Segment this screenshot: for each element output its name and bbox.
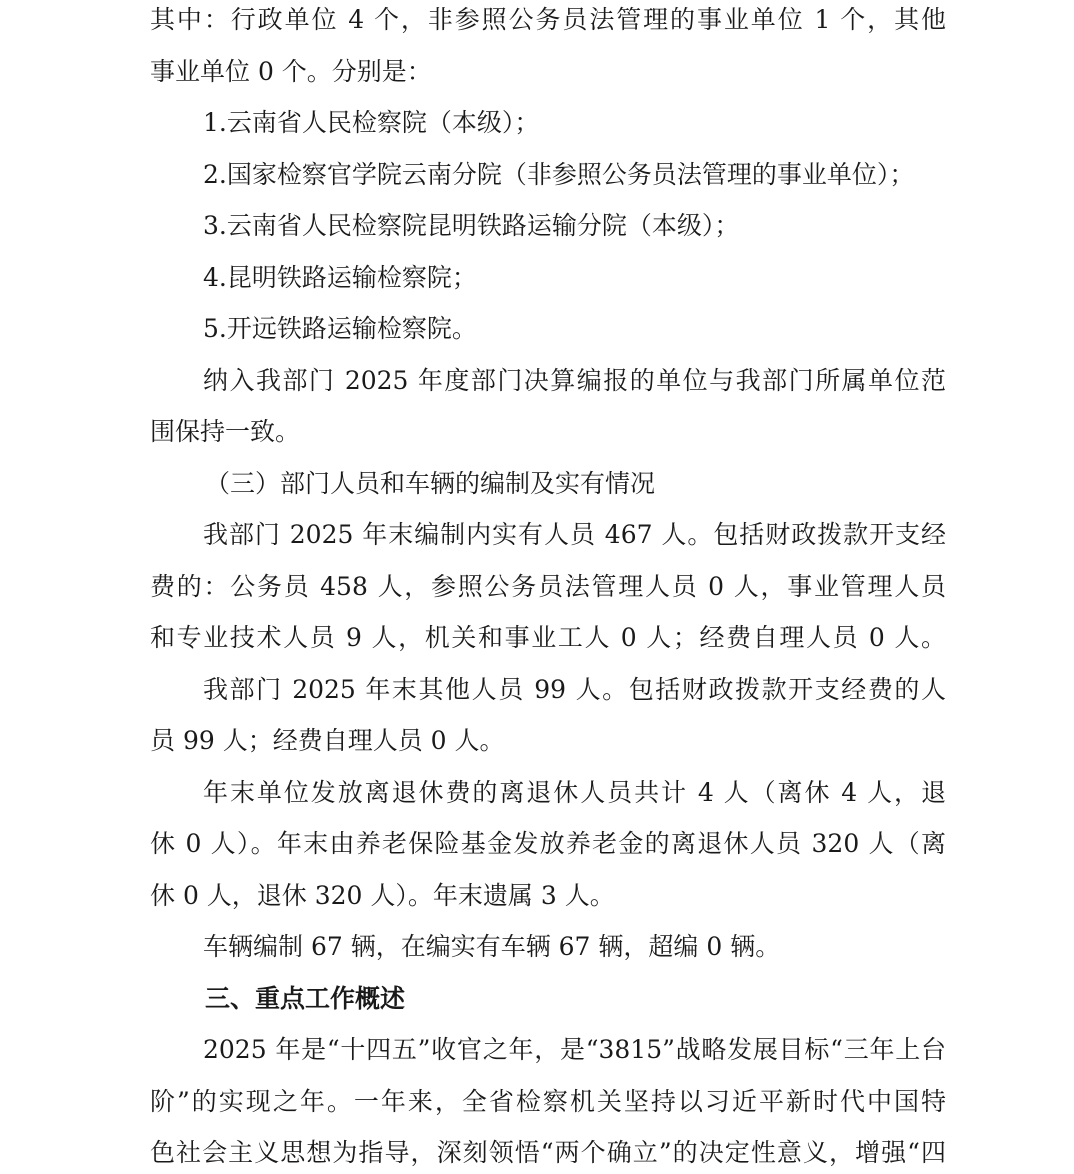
paragraph-line: 我部门 2025 年末编制内实有人员 467 人。包括财政拨款开支经: [203, 520, 946, 549]
list-item: 1.云南省人民检察院（本级）；: [203, 108, 540, 137]
paragraph-line: 色社会主义思想为指导，深刻领悟“两个确立”的决定性意义，增强“四: [150, 1138, 946, 1167]
list-item: 3.云南省人民检察院昆明铁路运输分院（本级）；: [203, 211, 740, 240]
paragraph-line: 费的：公务员 458 人，参照公务员法管理人员 0 人，事业管理人员: [150, 572, 946, 601]
section-heading: 三、重点工作概述: [205, 984, 406, 1013]
list-item: 2.国家检察官学院云南分院（非参照公务员法管理的事业单位）；: [203, 160, 915, 189]
list-item: 4.昆明铁路运输检察院；: [203, 263, 477, 292]
list-item: 5.开远铁路运输检察院。: [203, 314, 477, 343]
paragraph-line: 休 0 人，退休 320 人）。年末遗属 3 人。: [150, 881, 615, 910]
paragraph-line: 休 0 人）。年末由养老保险基金发放养老金的离退休人员 320 人（离: [150, 829, 946, 858]
paragraph-line: 员 99 人；经费自理人员 0 人。: [150, 726, 505, 755]
paragraph-line: 阶”的实现之年。一年来，全省检察机关坚持以习近平新时代中国特: [150, 1087, 946, 1116]
paragraph-line: 车辆编制 67 辆，在编实有车辆 67 辆，超编 0 辆。: [203, 932, 781, 961]
paragraph-line: 我部门 2025 年末其他人员 99 人。包括财政拨款开支经费的人: [203, 675, 946, 704]
paragraph-line: 其中：行政单位 4 个，非参照公务员法管理的事业单位 1 个，其他: [150, 5, 946, 34]
paragraph-line: 围保持一致。: [150, 417, 301, 446]
paragraph-line: 和专业技术人员 9 人，机关和事业工人 0 人；经费自理人员 0 人。: [150, 623, 946, 652]
paragraph-line: 年末单位发放离退休费的离退休人员共计 4 人（离休 4 人，退: [203, 778, 946, 807]
paragraph-line: 2025 年是“十四五”收官之年，是“3815”战略发展目标“三年上台: [203, 1035, 946, 1064]
paragraph-line: 纳入我部门 2025 年度部门决算编报的单位与我部门所属单位范: [203, 366, 946, 395]
paragraph-line: 事业单位 0 个。分别是：: [150, 57, 432, 86]
section-subheading: （三）部门人员和车辆的编制及实有情况: [205, 469, 656, 498]
